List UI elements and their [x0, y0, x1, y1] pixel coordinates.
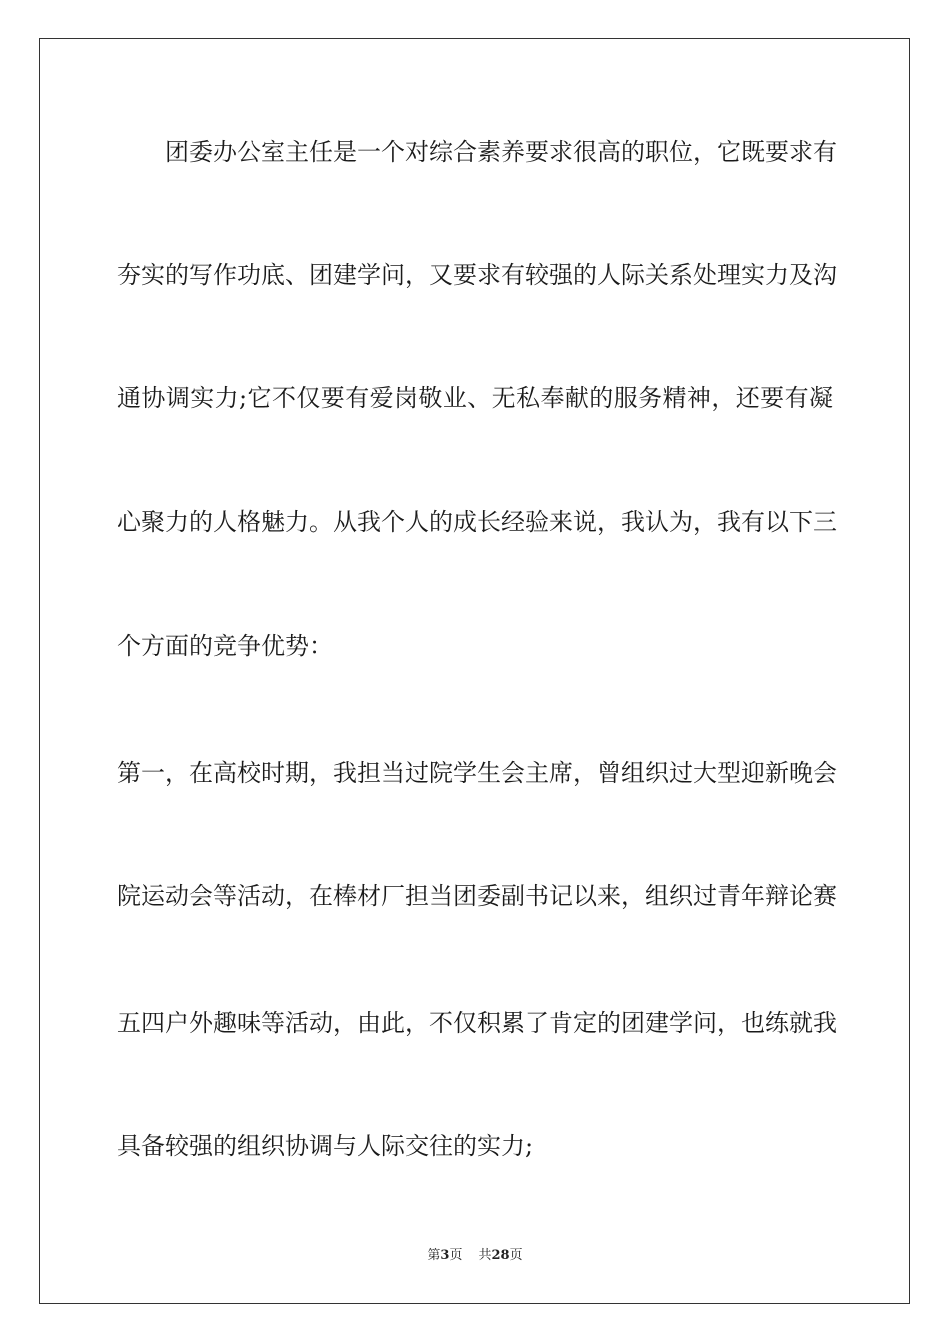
paragraph-line-8: 五四户外趣味等活动，由此，不仅积累了肯定的团建学问，也练就我 — [117, 1009, 837, 1037]
paragraph-line-5: 个方面的竞争优势： — [117, 632, 333, 660]
paragraph-line-1: 团委办公室主任是一个对综合素养要求很高的职位，它既要求有 — [165, 138, 837, 166]
paragraph-line-9: 具备较强的组织协调与人际交往的实力; — [117, 1132, 534, 1160]
paragraph-line-7: 院运动会等活动，在棒材厂担当团委副书记以来，组织过青年辩论赛 — [117, 882, 837, 910]
paragraph-line-2: 夯实的写作功底、团建学问，又要求有较强的人际关系处理实力及沟 — [117, 261, 837, 289]
footer-page-number: 3 — [440, 1248, 450, 1263]
page-border — [39, 38, 910, 1304]
footer-total-prefix: 共 — [478, 1248, 492, 1263]
footer-total-suffix: 页 — [509, 1248, 523, 1263]
footer-total-pages: 28 — [491, 1248, 510, 1263]
page-footer — [0, 1247, 950, 1265]
footer-page-suffix: 页 — [449, 1248, 463, 1263]
paragraph-line-6: 第一，在高校时期，我担当过院学生会主席，曾组织过大型迎新晚会 — [117, 759, 837, 787]
footer-page-prefix: 第 — [427, 1248, 441, 1263]
paragraph-line-4: 心聚力的人格魅力。从我个人的成长经验来说，我认为，我有以下三 — [117, 508, 837, 536]
paragraph-line-3: 通协调实力;它不仅要有爱岗敬业、无私奉献的服务精神，还要有凝 — [117, 384, 833, 412]
